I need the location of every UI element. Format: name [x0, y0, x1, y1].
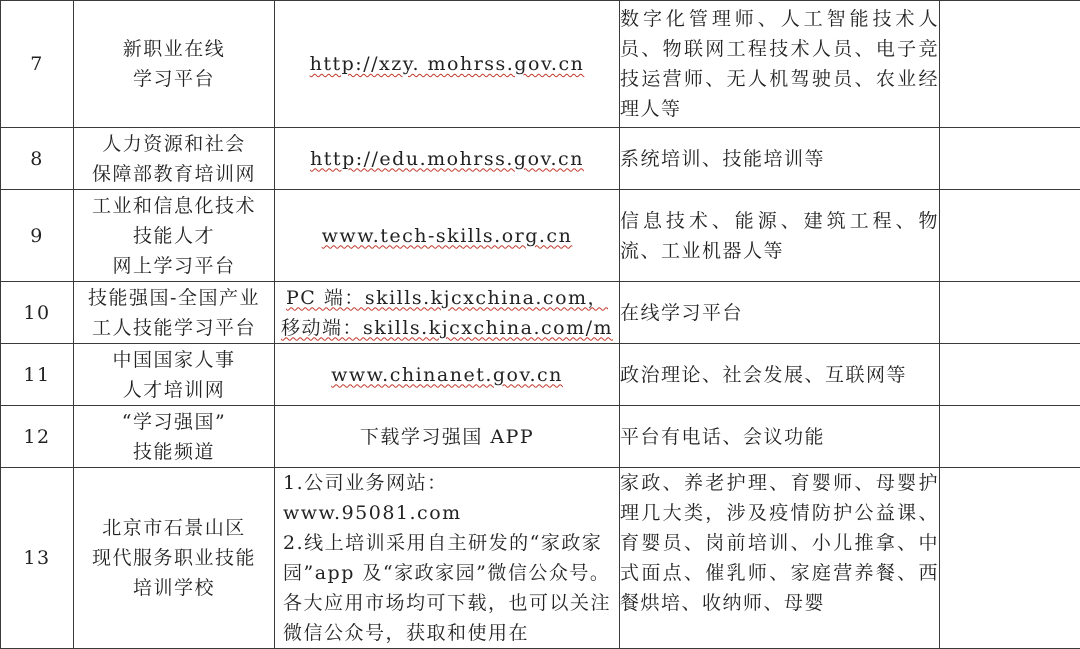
platform-name: “学习强国” 技能频道: [74, 406, 275, 468]
platform-website: [275, 1, 620, 128]
training-content: 系统培训、技能培训等: [620, 128, 940, 190]
table-row: [1, 406, 1080, 468]
row-number: 13: [1, 468, 74, 649]
table-row: [1, 1, 1080, 128]
training-content: 信息技术、能源、建筑工程、物流、工业机器人等: [620, 190, 940, 282]
platform-name: 技能强国-全国产业 工人技能学习平台: [74, 282, 275, 344]
row-number: 10: [1, 282, 74, 344]
training-content: 在线学习平台: [620, 282, 940, 344]
table-row: [1, 190, 1080, 282]
platform-name: 工业和信息化技术 技能人才 网上学习平台: [74, 190, 275, 282]
note-cell: [940, 282, 1080, 344]
training-content: 家政、养老护理、育婴师、母婴护理几大类，涉及疫情防护公益课、育婴员、岗前培训、小儿推拿、中式面点、催乳师、家庭营养餐、西餐烘培、收纳师、母婴: [620, 468, 940, 649]
note-cell: [940, 190, 1080, 282]
table-row: [1, 128, 1080, 190]
website-text: www.chinanet.gov.cn: [331, 364, 563, 386]
platform-website: [275, 190, 620, 282]
training-content: 数字化管理师、人工智能技术人员、物联网工程技术人员、电子竞技运营师、无人机驾驶员、农业经理人等: [620, 1, 940, 128]
note-cell: [940, 1, 1080, 128]
note-cell: [940, 344, 1080, 406]
website-text: www.tech-skills.org.cn: [322, 225, 573, 247]
website-text: http://xzy. mohrss.gov.cn: [310, 53, 585, 75]
website-text: http://edu.mohrss.gov.cn: [310, 148, 584, 170]
row-number: 9: [1, 190, 74, 282]
note-cell: [940, 128, 1080, 190]
training-content: 平台有电话、会议功能: [620, 406, 940, 468]
platform-website: [275, 344, 620, 406]
table-row: [1, 344, 1080, 406]
table-row: [1, 468, 1080, 649]
platform-name: 人力资源和社会 保障部教育培训网: [74, 128, 275, 190]
platform-name: 新职业在线 学习平台: [74, 1, 275, 128]
platform-website: [275, 282, 620, 344]
table-row: [1, 282, 1080, 344]
platform-name: 中国国家人事 人才培训网: [74, 344, 275, 406]
platform-website: [275, 128, 620, 190]
note-cell: [940, 468, 1080, 649]
platform-website: 1.公司业务网站：www.95081.com 2.线上培训采用自主研发的“家政家园”app 及“家政家园”微信公众号。各大应用市场均可下载，也可以关注微信公众号，获取和使用在: [275, 468, 620, 649]
note-cell: [940, 406, 1080, 468]
platform-website: 下载学习强国 APP: [275, 406, 620, 468]
row-number: 8: [1, 128, 74, 190]
row-number: 12: [1, 406, 74, 468]
website-text: PC 端：skills.kjcxchina.com， 移动端：skills.kjcxchina.com/m: [281, 287, 613, 339]
row-number: 7: [1, 1, 74, 128]
platform-name: 北京市石景山区 现代服务职业技能 培训学校: [74, 468, 275, 649]
training-content: 政治理论、社会发展、互联网等: [620, 344, 940, 406]
row-number: 11: [1, 344, 74, 406]
